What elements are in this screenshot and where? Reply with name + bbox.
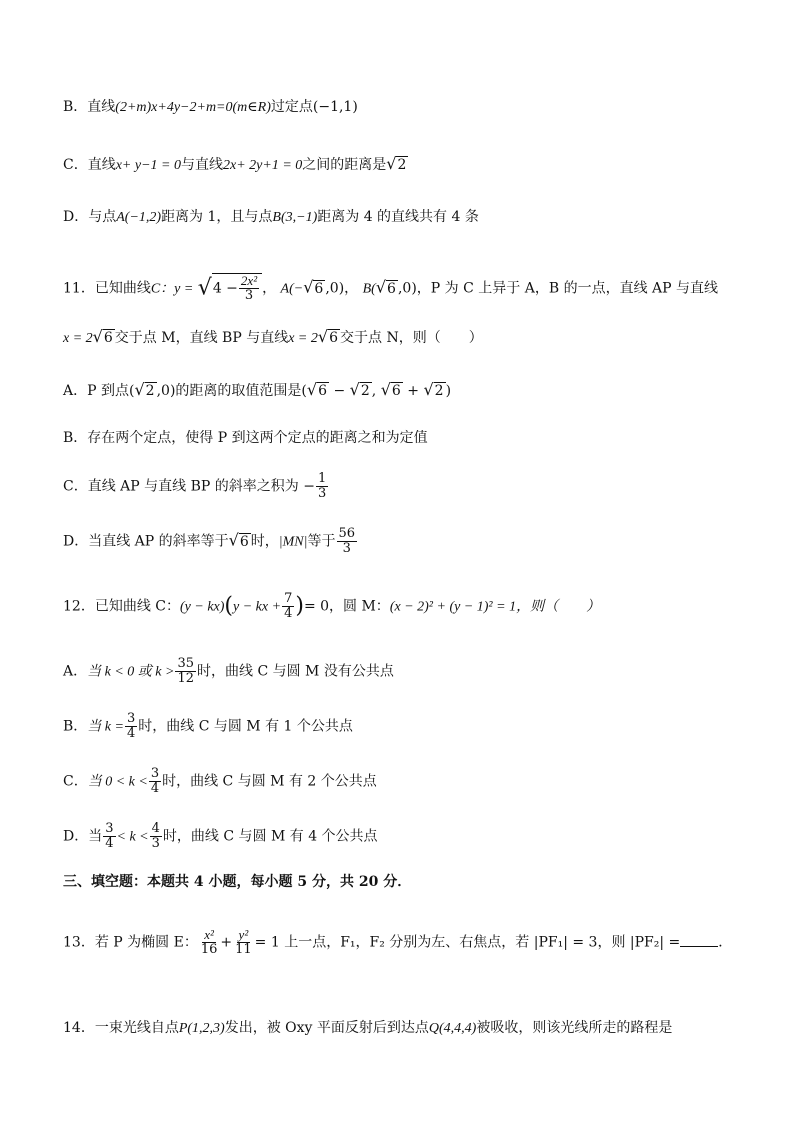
q12-option-b: B．当 k = $\frac{3}{4}$ 时，曲线 C 与圆 M 有 1 个公共点 xyxy=(63,711,353,741)
q12-option-d: D．当 $\frac{3}{4}$ < k < $\frac{4}{3}$ 时，曲线 C 与圆 M 有 4 个公共点 xyxy=(63,821,378,851)
q12-option-c: C．当 0 < k < $\frac{3}{4}$ 时，曲线 C 与圆 M 有 2 个公共点 xyxy=(63,766,377,796)
q11-stem: 11．已知曲线C：y = √4 − $\frac{\text{2x²}}{3}$ ， A(−√6 ,0)， B(√6 ,0)，P 为 C 上异于 A，B 的一点，直线 AP 与直线 xyxy=(63,273,719,303)
q11-stem-line2: x = 2√6 交于点 M，直线 BP 与直线x = 2√6 交于点 N，则（ ） xyxy=(63,327,483,346)
q10-option-b: B．直线(2+m)x+4y−2+m=0(m∈R)过定点(−1,1) xyxy=(63,99,358,115)
q11-option-a: A．P 到点(√2 ,0)的距离的取值范围是(√6 − √2 , √6 + √2 ) xyxy=(63,380,452,399)
q11-option-d: D．当直线 AP 的斜率等于√6 时，|MN|等于 $\frac{56}{3}$ xyxy=(63,526,356,556)
q12-option-a: A．当 k < 0 或 k > $\frac{35}{12}$ 时，曲线 C 与圆 M 没有公共点 xyxy=(63,656,394,686)
answer-blank[interactable] xyxy=(680,934,718,947)
q10-option-d: D．与点A(−1,2)距离为 1，且与点B(3,−1)距离为 4 的直线共有 4 条 xyxy=(63,209,479,225)
q11-option-b: B．存在两个定点，使得 P 到这两个定点的距离之和为定值 xyxy=(63,430,428,446)
section-heading: 三、填空题：本题共 4 小题，每小题 5 分，共 20 分． xyxy=(63,874,412,890)
q14: 14．一束光线自点P(1,2,3)发出，被 Oxy 平面反射后到达点Q(4,4,4)被吸收，则该光线所走的路程是 xyxy=(63,1020,673,1036)
q11-option-c: C．直线 AP 与直线 BP 的斜率之积为 − $\frac{1}{3}$ xyxy=(63,471,327,501)
q13: 13．若 P 为椭圆 E： $\frac{\text{x²}}{16}$ + $\frac{\text{y²}}{11}$ = 1 上一点，F₁，F₂ 分别为左、右焦点，若 |PF₁| = 3，则 |PF₂| = ． xyxy=(63,927,733,957)
q10-option-c: C．直线x+ y−1 = 0与直线2x+ 2y+1 = 0之间的距离是√2 xyxy=(63,154,407,173)
q12-stem: 12．已知曲线 C：(y − kx)(y − kx + $\frac{7}{4}$ )= 0，圆 M：(x − 2)² + (y − 1)² = 1，则（ ） xyxy=(63,591,601,621)
